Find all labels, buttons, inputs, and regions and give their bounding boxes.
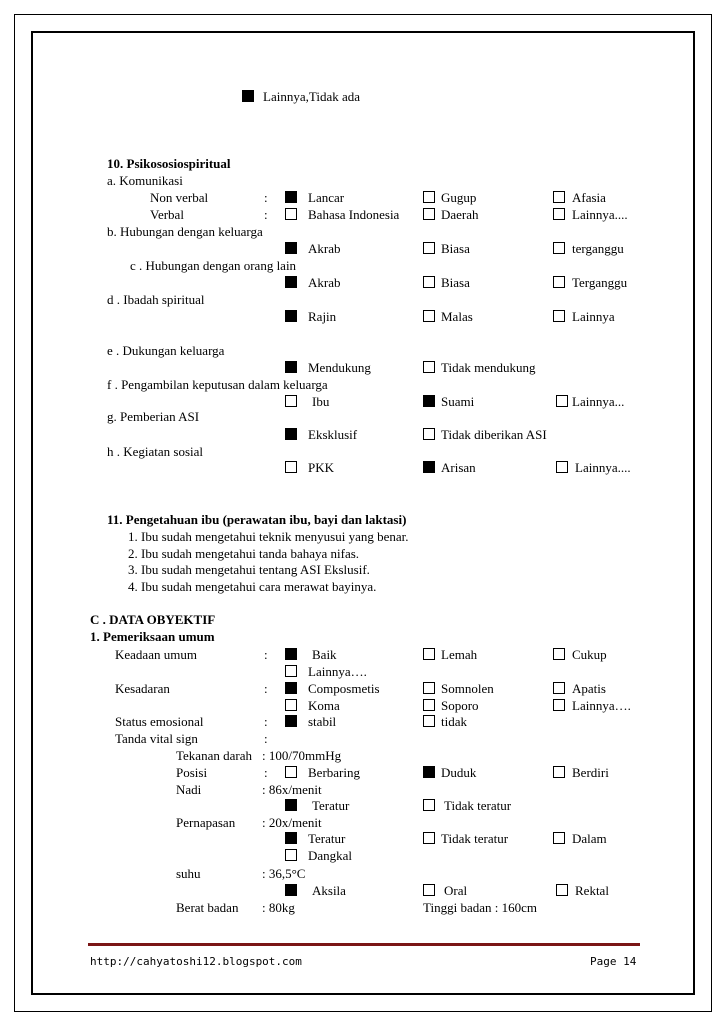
hubungan-orang-lain-label: c . Hubungan dengan orang lain xyxy=(130,258,297,273)
berat-badan-value: : 80kg xyxy=(262,900,295,915)
verbal-label: Verbal xyxy=(150,207,184,222)
pernapasan-value: : 20x/menit xyxy=(262,815,322,830)
nonverbal-gugup-checkbox[interactable] xyxy=(423,191,435,203)
keadaan-umum-colon: : xyxy=(264,647,268,662)
footer-url[interactable]: http://cahyatoshi12.blogspot.com xyxy=(90,955,302,968)
section-11-title: 11. Pengetahuan ibu (perawatan ibu, bayi dan laktasi) xyxy=(107,512,407,527)
emosional-label: Status emosional xyxy=(115,714,204,729)
ibadah-label: d . Ibadah spiritual xyxy=(107,292,205,307)
pernapasan-dangkal-checkbox[interactable] xyxy=(285,849,297,861)
pengetahuan-item-4: 4. Ibu sudah mengetahui cara merawat bayinya. xyxy=(128,579,377,594)
orang-lain-biasa-checkbox[interactable] xyxy=(423,276,435,288)
keluarga-biasa-checkbox[interactable] xyxy=(423,242,435,254)
sosial-pkk-label: PKK xyxy=(308,460,335,475)
keputusan-suami-label: Suami xyxy=(441,394,475,409)
keluarga-akrab-label: Akrab xyxy=(308,241,341,256)
suhu-value: : 36,5°C xyxy=(262,866,306,881)
dukungan-tidak-checkbox[interactable] xyxy=(423,361,435,373)
asi-eksklusif-checkbox[interactable] xyxy=(285,428,297,440)
keluarga-terganggu-label: terganggu xyxy=(572,241,624,256)
suhu-label: suhu xyxy=(176,866,201,881)
pemeriksaan-umum-title: 1. Pemeriksaan umum xyxy=(90,629,215,644)
ibadah-malas-checkbox[interactable] xyxy=(423,310,435,322)
berat-badan-label: Berat badan xyxy=(176,900,239,915)
ibadah-malas-label: Malas xyxy=(441,309,473,324)
kesadaran-lainnya-label: Lainnya…. xyxy=(572,698,631,713)
kesadaran-lainnya-checkbox[interactable] xyxy=(553,699,565,711)
nonverbal-lancar-checkbox[interactable] xyxy=(285,191,297,203)
asi-label: g. Pemberian ASI xyxy=(107,409,200,424)
verbal-bahasa-indonesia-label: Bahasa Indonesia xyxy=(308,207,400,222)
sosial-arisan-label: Arisan xyxy=(441,460,476,475)
keputusan-label: f . Pengambilan keputusan dalam keluarga xyxy=(107,377,328,392)
posisi-duduk-checkbox[interactable] xyxy=(423,766,435,778)
tinggi-badan-text: Tinggi badan : 160cm xyxy=(423,900,537,915)
keputusan-lainnya-checkbox[interactable] xyxy=(556,395,568,407)
pengetahuan-item-3: 3. Ibu sudah mengetahui tentang ASI Ekslusif. xyxy=(128,562,370,577)
nonverbal-afasia-checkbox[interactable] xyxy=(553,191,565,203)
pernapasan-teratur-label: Teratur xyxy=(308,831,346,846)
keputusan-suami-checkbox[interactable] xyxy=(423,395,435,407)
kesadaran-soporo-checkbox[interactable] xyxy=(423,699,435,711)
pernapasan-tidak-teratur-checkbox[interactable] xyxy=(423,832,435,844)
verbal-bahasa-indonesia-checkbox[interactable] xyxy=(285,208,297,220)
sosial-arisan-checkbox[interactable] xyxy=(423,461,435,473)
keadaan-lainnya-label: Lainnya…. xyxy=(308,664,367,679)
keluarga-terganggu-checkbox[interactable] xyxy=(553,242,565,254)
orang-lain-terganggu-label: Terganggu xyxy=(572,275,628,290)
keadaan-cukup-checkbox[interactable] xyxy=(553,648,565,660)
asi-tidak-diberikan-checkbox[interactable] xyxy=(423,428,435,440)
asi-eksklusif-label: Eksklusif xyxy=(308,427,358,442)
ibadah-rajin-checkbox[interactable] xyxy=(285,310,297,322)
suhu-aksila-label: Aksila xyxy=(312,883,346,898)
keputusan-ibu-label: Ibu xyxy=(312,394,330,409)
pernapasan-dalam-label: Dalam xyxy=(572,831,607,846)
keputusan-ibu-checkbox[interactable] xyxy=(285,395,297,407)
keadaan-baik-label: Baik xyxy=(312,647,337,662)
tekanan-darah-value: : 100/70mmHg xyxy=(262,748,342,763)
posisi-colon: : xyxy=(264,765,268,780)
orang-lain-biasa-label: Biasa xyxy=(441,275,470,290)
keluarga-akrab-checkbox[interactable] xyxy=(285,242,297,254)
kesadaran-somnolen-checkbox[interactable] xyxy=(423,682,435,694)
ibadah-lainnya-checkbox[interactable] xyxy=(553,310,565,322)
keadaan-lemah-checkbox[interactable] xyxy=(423,648,435,660)
pernapasan-teratur-checkbox[interactable] xyxy=(285,832,297,844)
asi-tidak-diberikan-label: Tidak diberikan ASI xyxy=(441,427,547,442)
footer-rule xyxy=(88,943,640,946)
kesadaran-apatis-checkbox[interactable] xyxy=(553,682,565,694)
sosial-lainnya-label: Lainnya.... xyxy=(575,460,631,475)
orang-lain-akrab-label: Akrab xyxy=(308,275,341,290)
orang-lain-akrab-checkbox[interactable] xyxy=(285,276,297,288)
kesadaran-soporo-label: Soporo xyxy=(441,698,479,713)
keputusan-lainnya-label: Lainnya... xyxy=(572,394,625,409)
orang-lain-terganggu-checkbox[interactable] xyxy=(553,276,565,288)
posisi-berdiri-label: Berdiri xyxy=(572,765,609,780)
verbal-lainnya-checkbox[interactable] xyxy=(553,208,565,220)
vital-sign-colon: : xyxy=(264,731,268,746)
pernapasan-label: Pernapasan xyxy=(176,815,236,830)
keadaan-umum-label: Keadaan umum xyxy=(115,647,197,662)
kesadaran-apatis-label: Apatis xyxy=(572,681,606,696)
pengetahuan-item-2: 2. Ibu sudah mengetahui tanda bahaya nifas. xyxy=(128,546,360,561)
dukungan-label: e . Dukungan keluarga xyxy=(107,343,225,358)
lainnya-tidak-ada-label: Lainnya,Tidak ada xyxy=(263,89,360,104)
hubungan-keluarga-label: b. Hubungan dengan keluarga xyxy=(107,224,263,239)
tekanan-darah-label: Tekanan darah xyxy=(176,748,252,763)
ibadah-rajin-label: Rajin xyxy=(308,309,337,324)
emosional-colon: : xyxy=(264,714,268,729)
keadaan-lemah-label: Lemah xyxy=(441,647,478,662)
verbal-lainnya-label: Lainnya.... xyxy=(572,207,628,222)
emosional-tidak-checkbox[interactable] xyxy=(423,715,435,727)
komunikasi-label: a. Komunikasi xyxy=(107,173,183,188)
kesadaran-koma-label: Koma xyxy=(308,698,340,713)
nonverbal-lancar-label: Lancar xyxy=(308,190,345,205)
pernapasan-tidak-teratur-label: Tidak teratur xyxy=(441,831,509,846)
page-number: Page 14 xyxy=(590,955,637,968)
nonverbal-afasia-label: Afasia xyxy=(572,190,606,205)
kesadaran-composmetis-checkbox[interactable] xyxy=(285,682,297,694)
posisi-duduk-label: Duduk xyxy=(441,765,477,780)
suhu-oral-label: Oral xyxy=(444,883,468,898)
keadaan-lainnya-checkbox[interactable] xyxy=(285,665,297,677)
pernapasan-dangkal-label: Dangkal xyxy=(308,848,353,863)
pernapasan-dalam-checkbox[interactable] xyxy=(553,832,565,844)
sosial-lainnya-checkbox[interactable] xyxy=(556,461,568,473)
kesadaran-colon: : xyxy=(264,681,268,696)
emosional-stabil-checkbox[interactable] xyxy=(285,715,297,727)
dukungan-tidak-label: Tidak mendukung xyxy=(441,360,536,375)
verbal-daerah-checkbox[interactable] xyxy=(423,208,435,220)
nadi-label: Nadi xyxy=(176,782,202,797)
keadaan-cukup-label: Cukup xyxy=(572,647,607,662)
sosial-pkk-checkbox[interactable] xyxy=(285,461,297,473)
nadi-value: : 86x/menit xyxy=(262,782,322,797)
lainnya-tidak-ada-checkbox[interactable] xyxy=(242,90,254,102)
dukungan-mendukung-label: Mendukung xyxy=(308,360,371,375)
posisi-berdiri-checkbox[interactable] xyxy=(553,766,565,778)
suhu-rektal-checkbox[interactable] xyxy=(556,884,568,896)
keluarga-biasa-label: Biasa xyxy=(441,241,470,256)
kesadaran-label: Kesadaran xyxy=(115,681,170,696)
kesadaran-koma-checkbox[interactable] xyxy=(285,699,297,711)
dukungan-mendukung-checkbox[interactable] xyxy=(285,361,297,373)
nadi-teratur-checkbox[interactable] xyxy=(285,799,297,811)
verbal-colon: : xyxy=(264,207,268,222)
nonverbal-label: Non verbal xyxy=(150,190,209,205)
posisi-berbaring-label: Berbaring xyxy=(308,765,360,780)
nadi-tidak-teratur-label: Tidak teratur xyxy=(444,798,512,813)
verbal-daerah-label: Daerah xyxy=(441,207,479,222)
section-10-title: 10. Psikososiospiritual xyxy=(107,156,231,171)
section-c-title: C . DATA OBYEKTIF xyxy=(90,612,216,627)
keadaan-baik-checkbox[interactable] xyxy=(285,648,297,660)
nadi-teratur-label: Teratur xyxy=(312,798,350,813)
kesadaran-composmetis-label: Composmetis xyxy=(308,681,380,696)
suhu-rektal-label: Rektal xyxy=(575,883,609,898)
nonverbal-gugup-label: Gugup xyxy=(441,190,477,205)
vital-sign-label: Tanda vital sign xyxy=(115,731,198,746)
posisi-label: Posisi xyxy=(176,765,208,780)
emosional-stabil-label: stabil xyxy=(308,714,337,729)
pengetahuan-item-1: 1. Ibu sudah mengetahui teknik menyusui yang benar. xyxy=(128,529,409,544)
nonverbal-colon: : xyxy=(264,190,268,205)
ibadah-lainnya-label: Lainnya xyxy=(572,309,615,324)
emosional-tidak-label: tidak xyxy=(441,714,467,729)
nadi-tidak-teratur-checkbox[interactable] xyxy=(423,799,435,811)
suhu-aksila-checkbox[interactable] xyxy=(285,884,297,896)
suhu-oral-checkbox[interactable] xyxy=(423,884,435,896)
sosial-label: h . Kegiatan sosial xyxy=(107,444,204,459)
kesadaran-somnolen-label: Somnolen xyxy=(441,681,494,696)
posisi-berbaring-checkbox[interactable] xyxy=(285,766,297,778)
